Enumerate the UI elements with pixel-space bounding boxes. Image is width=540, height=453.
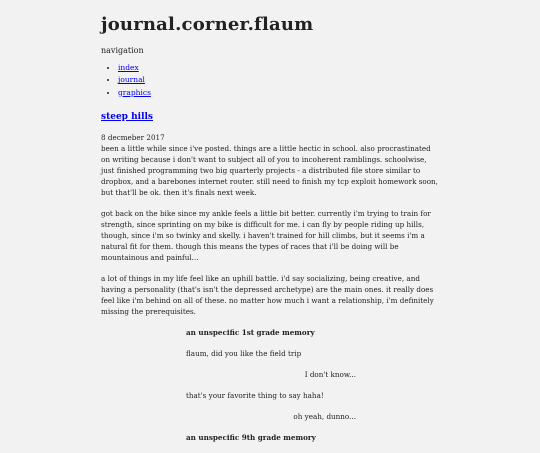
nav-link-index[interactable]: index [118,63,139,72]
post-paragraph: been a little while since i've posted. things are a little hectic in school. also procrastinated on writing because i don't want to subject all of you to incoherent ramblings. schoolwise, just finished programming two big quarterly projects - a distributed file store similar to dropbox, and a barebones internet router. still need to finish my tcp exploit homework soon, but that'll be ok. then it's finals next week. [101,144,438,197]
memory-dialog [186,327,356,443]
nav-link-journal[interactable]: journal [118,75,145,85]
post-paragraph: got back on the bike since my ankle feels a little bit better. currently i'm trying to train for strength, since sprinting on my bike is difficult for me. i can fly by people riding up hills, though, since i'm so twinky and skelly. i haven't trained for hill climbs, but it seems i'm a natural fit for them. though this means the types of races that i'll be doing will be mountainous and painful... [101,209,431,262]
post-title-link[interactable]: steep hills [101,112,153,122]
navigation-list [101,62,151,99]
nav-link-graphics[interactable]: graphics [118,87,151,97]
dialog-line: flaum, did you like the field trip [186,349,302,358]
memory-heading: an unspecific 9th grade memory [186,433,316,442]
nav-item-journal [118,74,151,86]
post-date: 8 decmeber 2017 [101,133,165,142]
site-title: journal.corner.flaum [101,14,314,35]
dialog-line: that's your favorite thing to say haha! [186,391,324,400]
memory-heading: an unspecific 1st grade memory [186,328,315,337]
navigation-label: navigation [101,46,144,55]
dialog-reply: I don't know... [304,370,356,379]
nav-item-graphics [118,87,151,99]
post-title [101,112,153,122]
dialog-reply: oh yeah, dunno... [293,412,356,421]
post-paragraph: a lot of things in my life feel like an uphill battle. i'd say socializing, being creative, and having a personality (that's isn't the depressed archetype) are the main ones. it really does feel like i'm behind on all of these. no matter how much i want a relationship, i'm definitely missing the prerequisites. [101,274,434,316]
nav-item-index [118,62,151,74]
